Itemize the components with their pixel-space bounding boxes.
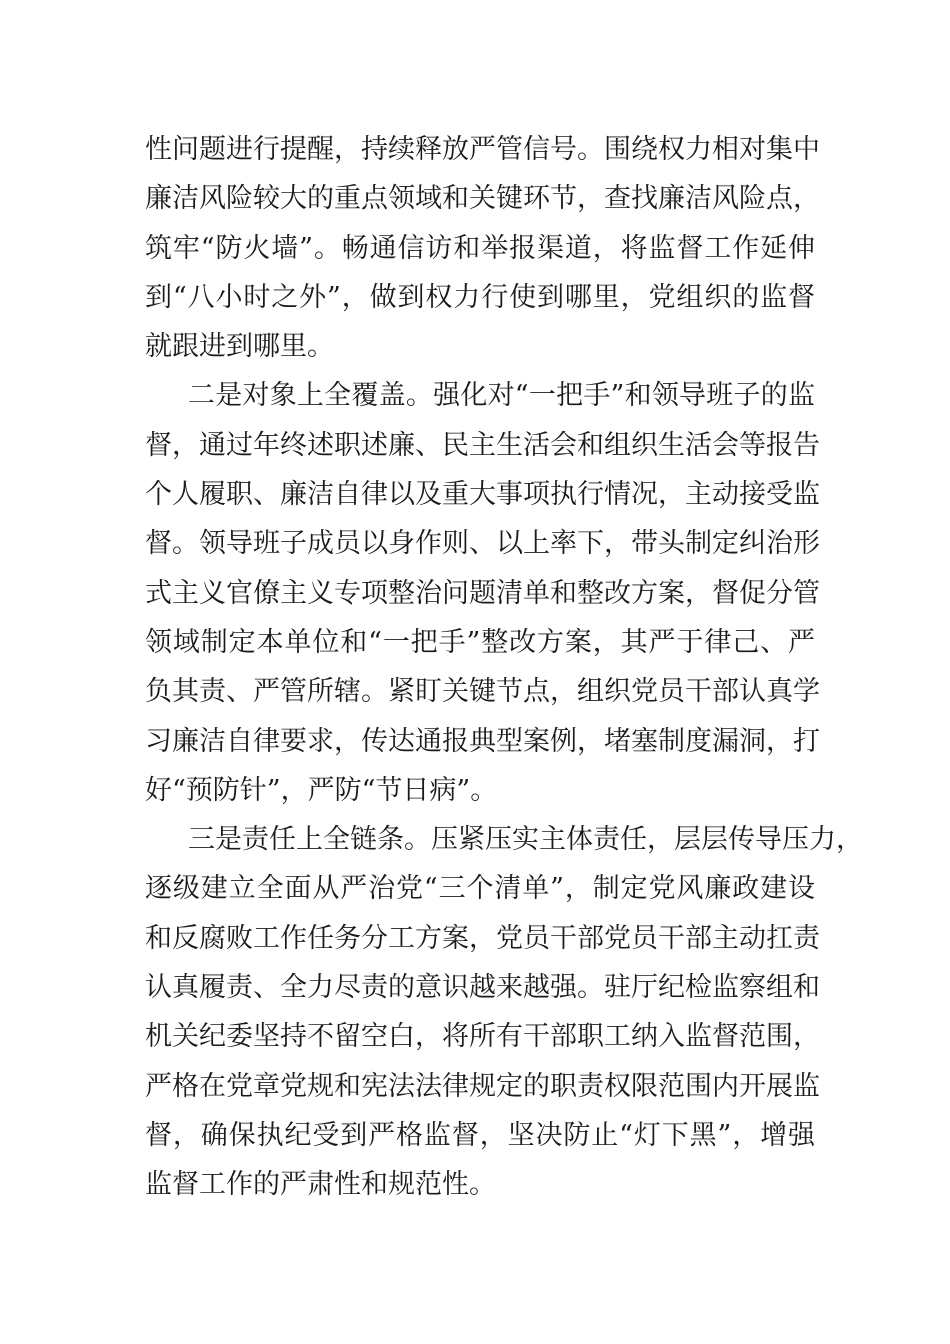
paragraph-start-line: 二是对象上全覆盖。强化对“一把手”和领导班子的监 [188, 380, 815, 412]
text-line: 就跟进到哪里。 [145, 331, 334, 363]
text-line: 负其责、严管所辖。紧盯关键节点，组织党员干部认真学 [145, 676, 820, 708]
body-text [145, 125, 863, 1210]
text-line: 式主义官僚主义专项整治问题清单和整改方案，督促分管 [145, 577, 820, 609]
text-line: 筑牢“防火墙”。畅通信访和举报渠道，将监督工作延伸 [145, 232, 815, 264]
text-line: 到“八小时之外”，做到权力行使到哪里，党组织的监督 [145, 281, 815, 313]
text-line: 廉洁风险较大的重点领域和关键环节，查找廉洁风险点， [145, 183, 820, 215]
text-line: 监督工作的严肃性和规范性。 [145, 1169, 496, 1201]
text-line: 习廉洁自律要求，传达通报典型案例，堵塞制度漏洞，打 [145, 725, 820, 757]
text-line: 好“预防针”，严防“节日病”。 [145, 774, 498, 806]
text-line: 督。领导班子成员以身作则、以上率下，带头制定纠治形 [145, 528, 820, 560]
text-line: 个人履职、廉洁自律以及重大事项执行情况，主动接受监 [145, 479, 820, 511]
text-line: 和反腐败工作任务分工方案，党员干部党员干部主动扛责 [145, 922, 820, 954]
text-line: 机关纪委坚持不留空白，将所有干部职工纳入监督范围， [145, 1021, 820, 1053]
text-line: 严格在党章党规和宪法法律规定的职责权限范围内开展监 [145, 1070, 820, 1102]
text-line: 督，确保执纪受到严格监督，坚决防止“灯下黑”，增强 [145, 1119, 815, 1151]
text-line: 性问题进行提醒，持续释放严管信号。围绕权力相对集中 [145, 134, 820, 165]
text-line: 认真履责、全力尽责的意识越来越强。驻厅纪检监察组和 [145, 972, 820, 1004]
paragraph-start-line: 三是责任上全链条。压紧压实主体责任，层层传导压力， [188, 824, 863, 856]
text-line: 督，通过年终述职述廉、民主生活会和组织生活会等报告 [145, 429, 820, 461]
text-line: 逐级建立全面从严治党“三个清单”，制定党风廉政建设 [145, 873, 815, 905]
text-line: 领域制定本单位和“一把手”整改方案，其严于律己、严 [145, 626, 815, 658]
